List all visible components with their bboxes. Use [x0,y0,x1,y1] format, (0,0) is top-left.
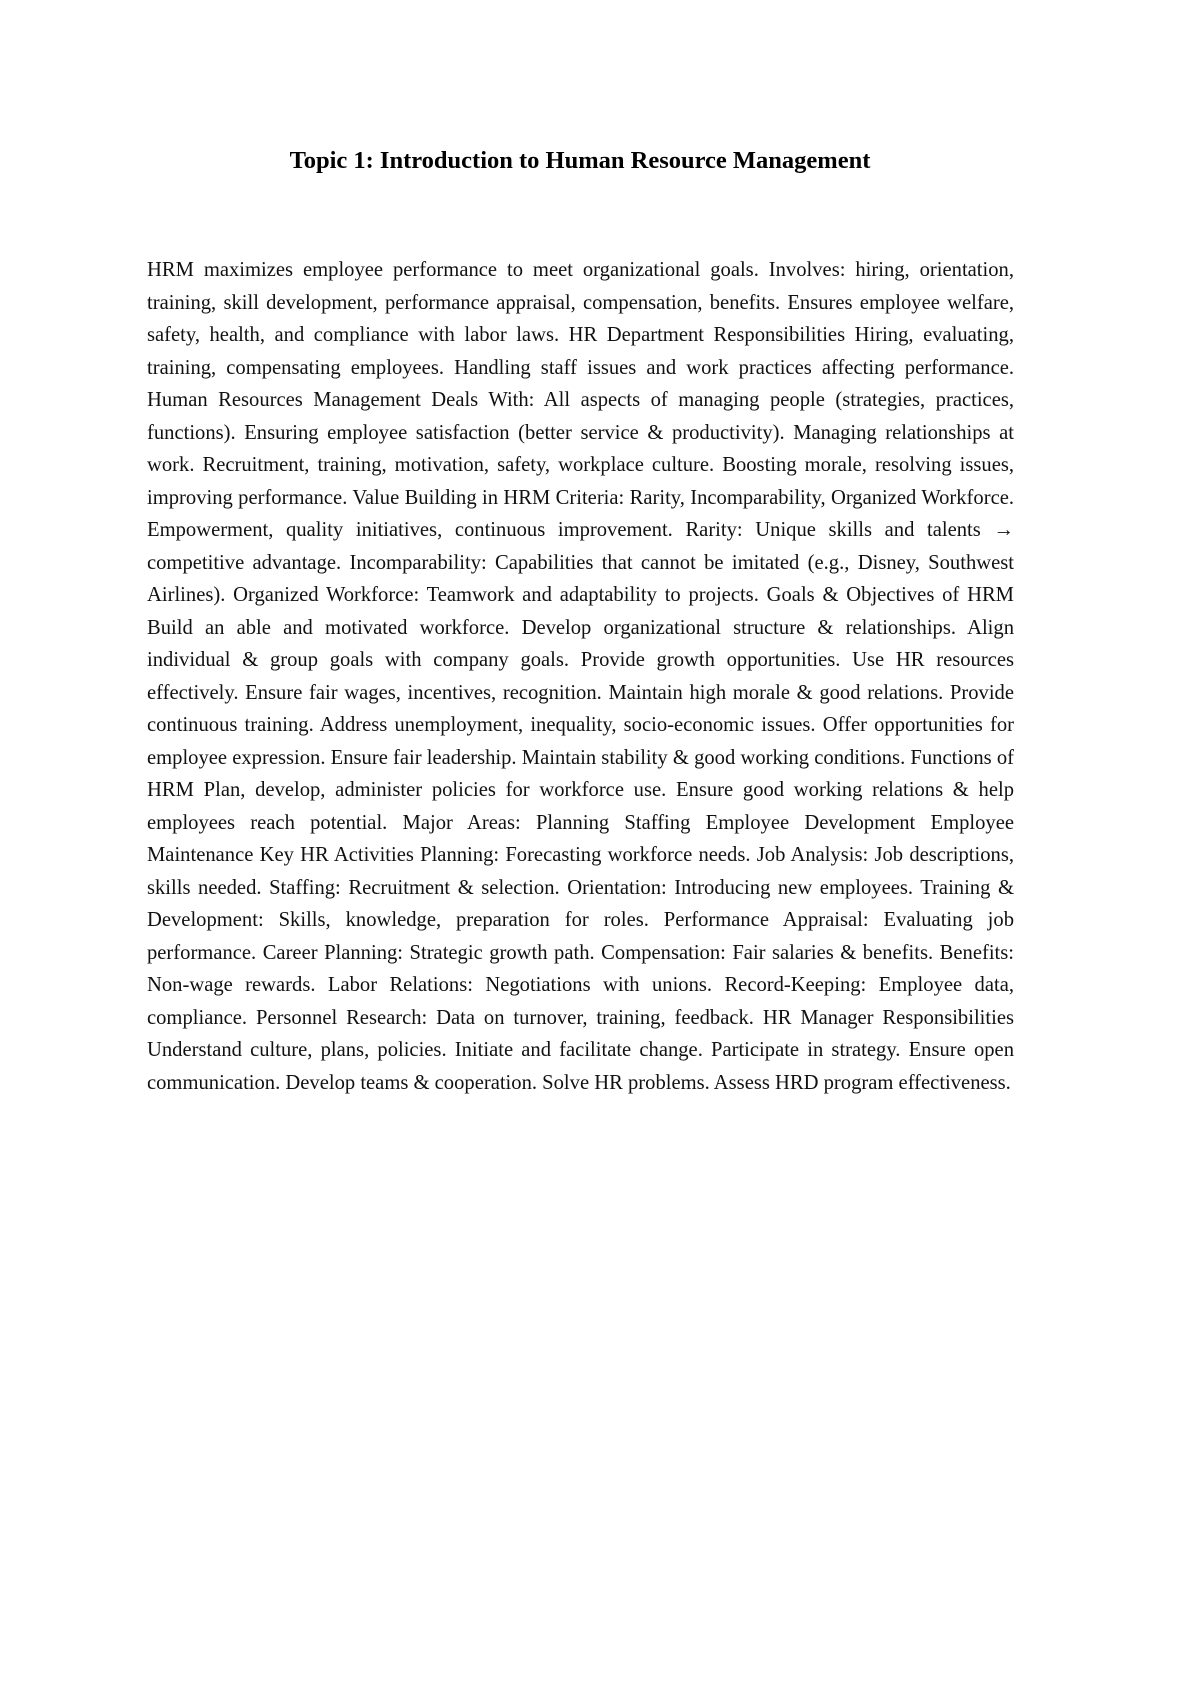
document-body-paragraph: HRM maximizes employee performance to meet organizational goals. Involves: hiring, orientation, training, skill development, performance appraisal, compensation, benefits. Ensures employee welfare, safety, health, and compliance with labor laws. HR Department Responsibilities Hiring, evaluating, training, compensating employees. Handling staff issues and work practices affecting performance. Human Resources Management Deals With: All aspects of managing people (strategies, practices, functions). Ensuring employee satisfaction (better service & productivity). Managing relationships at work. Recruitment, training, motivation, safety, workplace culture. Boosting morale, resolving issues, improving performance. Value Building in HRM Criteria: Rarity, Incomparability, Organized Workforce. Empowerment, quality initiatives, continuous improvement. Rarity: Unique skills and talents → competitive advantage. Incomparability: Capabilities that cannot be imitated (e.g., Disney, Southwest Airlines). Organized Workforce: Teamwork and adaptability to projects. Goals & Objectives of HRM Build an able and motivated workforce. Develop organizational structure & relationships. Align individual & group goals with company goals. Provide growth opportunities. Use HR resources effectively. Ensure fair wages, incentives, recognition. Maintain high morale & good relations. Provide continuous training. Address unemployment, inequality, socio-economic issues. Offer opportunities for employee expression. Ensure fair leadership. Maintain stability & good working conditions. Functions of HRM Plan, develop, administer policies for workforce use. Ensure good working relations & help employees reach potential. Major Areas: Planning Staffing Employee Development Employee Maintenance Key HR Activities Planning: Forecasting workforce needs. Job Analysis: Job descriptions, skills needed. Staffing: Recruitment & selection. Orientation: Introducing new employees. Training & Development: Skills, knowledge, preparation for roles. Performance Appraisal: Evaluating job performance. Career Planning: Strategic growth path. Compensation: Fair salaries & benefits. Benefits: Non-wage rewards. Labor Relations: Negotiations with unions. Record-Keeping: Employee data, compliance. Personnel Research: Data on turnover, training, feedback. HR Manager Responsibilities Understand culture, plans, policies. Initiate and facilitate change. Participate in strategy. Ensure open communication. Develop teams & cooperation. Solve HR problems. Assess HRD program effectiveness. [147,259,1014,1094]
document-title: Topic 1: Introduction to Human Resource Management [289,147,871,174]
